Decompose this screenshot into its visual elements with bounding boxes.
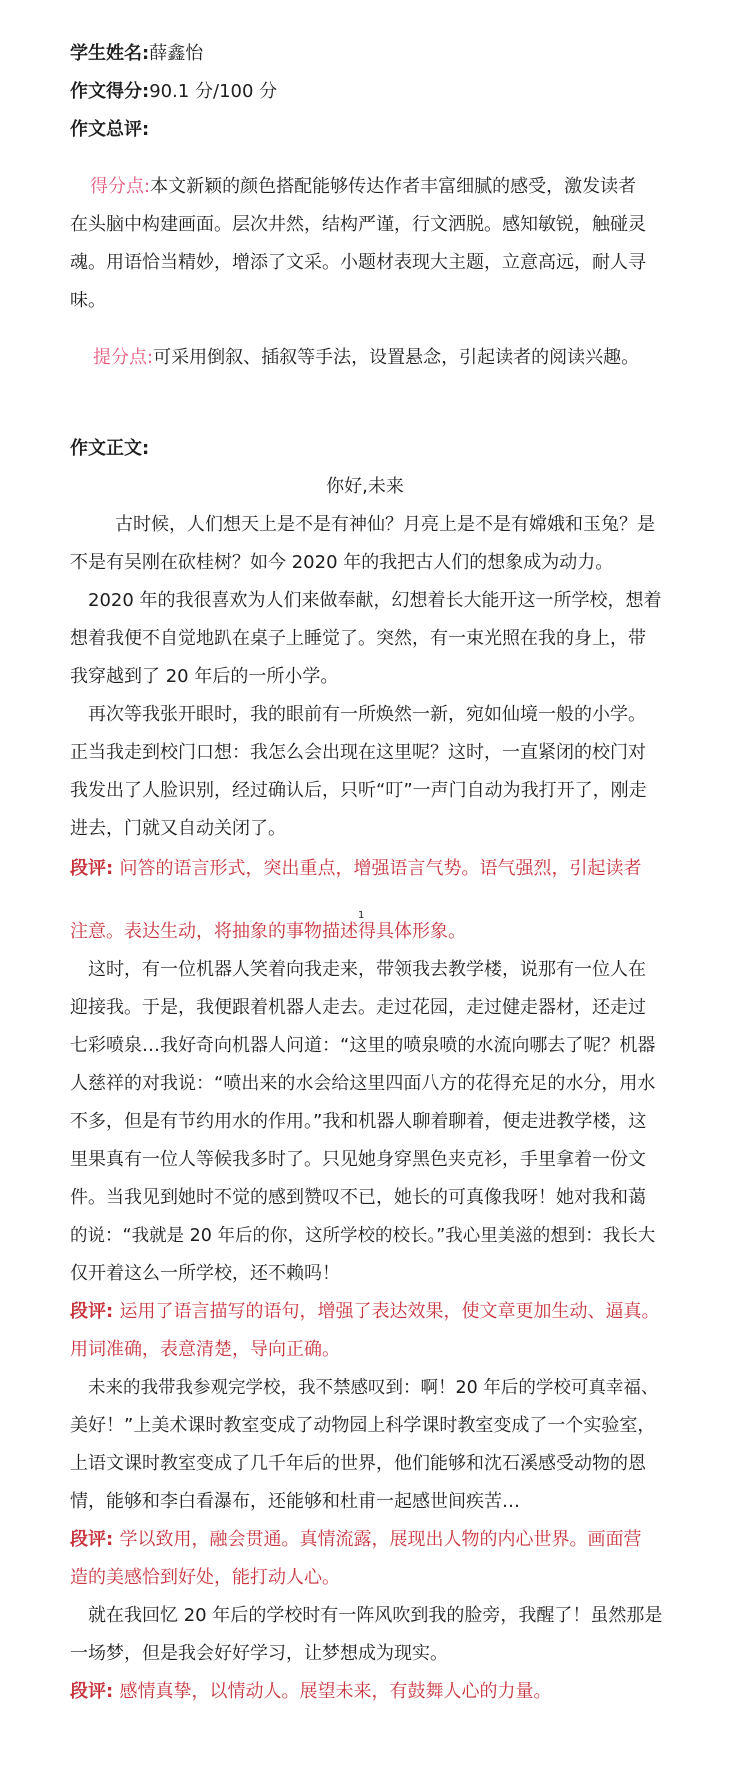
comment-4-line <box>70 1680 670 1704</box>
score-value: 90.1 分/100 分 <box>149 81 278 102</box>
p5-line-1: 未来的我带我参观完学校，我不禁感叹到：啊！20 年后的学校可真幸福、 <box>88 1378 659 1398</box>
p1-line-1: 古时候，人们想天上是不是有神仙？月亮上是不是有嫦娥和玉兔？是 <box>115 514 655 535</box>
page-number: 1 <box>358 910 365 921</box>
p4-line-1: 这时，有一位机器人笑着向我走来，带领我去教学楼，说那有一位人在 <box>88 959 646 980</box>
p3-line-1: 再次等我张开眼时，我的眼前有一所焕然一新，宛如仙境一般的小学。 <box>88 704 646 725</box>
comment-4-label: 段评: <box>70 1681 114 1702</box>
merit-line-4: 味。 <box>70 290 106 311</box>
comment-1-line-2 <box>70 920 670 944</box>
comment-1-text-1: 问答的语言形式，突出重点，增强语言气势。语气强烈，引起读者 <box>119 858 642 879</box>
essay-heading: 作文正文: <box>70 438 150 459</box>
comment-2-text-2: 用词准确，表意清楚，导向正确。 <box>70 1339 340 1360</box>
comment-3-text-1: 学以致用，融会贯通。真情流露，展现出人物的内心世界。画面营 <box>119 1529 642 1550</box>
p5-line-3: 上语文课时教室变成了几千年后的世界，他们能够和沈石溪感受动物的恩 <box>70 1453 646 1474</box>
p1-line-2: 不是有吴刚在砍桂树？如今 2020 年的我把古人们的想象成为动力。 <box>70 552 614 573</box>
improve-line <box>93 346 673 370</box>
p3-line-4: 进去，门就又自动关闭了。 <box>70 818 286 839</box>
p3-line-2: 正当我走到校门口想：我怎么会出现在这里呢？这时，一直紧闭的校门对 <box>70 742 646 763</box>
comment-2-line-2 <box>70 1338 670 1362</box>
review-heading: 作文总评: <box>70 119 150 140</box>
comment-1-line-1 <box>70 857 670 881</box>
p2-line-1: 2020 年的我很喜欢为人们来做奉献，幻想着长大能开这一所学校，想着 <box>88 590 662 611</box>
p4-line-2: 迎接我。于是，我便跟着机器人走去。走过花园，走过健走器材，还走过 <box>70 997 646 1018</box>
merit-line-3: 魂。用语恰当精妙，增添了文采。小题材表现大主题，立意高远，耐人寻 <box>70 252 646 273</box>
comment-2-line-1 <box>70 1300 670 1324</box>
p4-line-7: 件。当我见到她时不觉的感到赞叹不已，她长的可真像我呀！她对我和蔼 <box>70 1187 646 1208</box>
comment-4-text: 感情真挚，以情动人。展望未来，有鼓舞人心的力量。 <box>119 1681 552 1702</box>
comment-2-label: 段评: <box>70 1301 114 1322</box>
p2-line-2: 想着我便不自觉地趴在桌子上睡觉了。突然，有一束光照在我的身上，带 <box>70 628 646 649</box>
comment-3-line-2 <box>70 1566 670 1590</box>
p5-line-2: 美好！”上美术课时教室变成了动物园上科学课时教室变成了一个实验室， <box>70 1415 656 1436</box>
p3-line-3: 我发出了人脸识别，经过确认后，只听“叮”一声门自动为我打开了，刚走 <box>70 780 647 801</box>
merit-line-2: 在头脑中构建画面。层次井然，结构严谨，行文洒脱。感知敏锐，触碰灵 <box>70 214 646 235</box>
score-row <box>70 80 670 104</box>
comment-3-text-2: 造的美感恰到好处，能打动人心。 <box>70 1567 340 1588</box>
improve-label: 提分点: <box>93 347 154 368</box>
comment-1-label: 段评: <box>70 858 114 879</box>
p4-line-6: 里果真有一位人等候我多时了。只见她身穿黑色夹克衫，手里拿着一份文 <box>70 1149 646 1170</box>
comment-3-label: 段评: <box>70 1529 114 1550</box>
p5-line-4: 情，能够和李白看瀑布，还能够和杜甫一起感世间疾苦… <box>70 1491 520 1512</box>
comment-1-text-2: 注意。表达生动，将抽象的事物描述得具体形象。 <box>70 921 466 942</box>
essay-title: 你好,未来 <box>326 476 404 497</box>
improve-text: 可采用倒叙、插叙等手法，设置悬念，引起读者的阅读兴趣。 <box>153 347 640 368</box>
p4-line-8: 的说：“我就是 20 年后的你，这所学校的校长。”我心里美滋的想到：我长大 <box>70 1226 656 1246</box>
merit-label: 得分点: <box>90 176 151 197</box>
score-label: 作文得分: <box>70 81 150 102</box>
merit-text-1: 本文新颖的颜色搭配能够传达作者丰富细腻的感受，激发读者 <box>150 176 637 197</box>
p6-line-1: 就在我回忆 20 年后的学校时有一阵风吹到我的脸旁，我醒了！虽然那是 <box>88 1605 663 1626</box>
comment-2-text-1: 运用了语言描写的语句，增强了表达效果，使文章更加生动、逼真。 <box>119 1301 660 1322</box>
p4-line-5: 不多，但是有节约用水的作用。”我和机器人聊着聊着，便走进教学楼，这 <box>70 1111 647 1132</box>
p4-line-4: 人慈祥的对我说：“喷出来的水会给这里四面八方的花得充足的水分，用水 <box>70 1073 656 1094</box>
student-name-label: 学生姓名: <box>70 43 150 64</box>
p6-line-2: 一场梦，但是我会好好学习，让梦想成为现实。 <box>70 1643 448 1664</box>
student-name-value: 薛鑫怡 <box>149 43 204 64</box>
p4-line-9: 仅开着这么一所学校，还不赖吗！ <box>70 1263 340 1284</box>
student-name-row <box>70 42 670 66</box>
p4-line-3: 七彩喷泉…我好奇向机器人问道：“这里的喷泉喷的水流向哪去了呢？机器 <box>70 1035 656 1056</box>
merit-line-1 <box>90 175 670 199</box>
p2-line-3: 我穿越到了 20 年后的一所小学。 <box>70 666 339 687</box>
comment-3-line-1 <box>70 1528 670 1552</box>
